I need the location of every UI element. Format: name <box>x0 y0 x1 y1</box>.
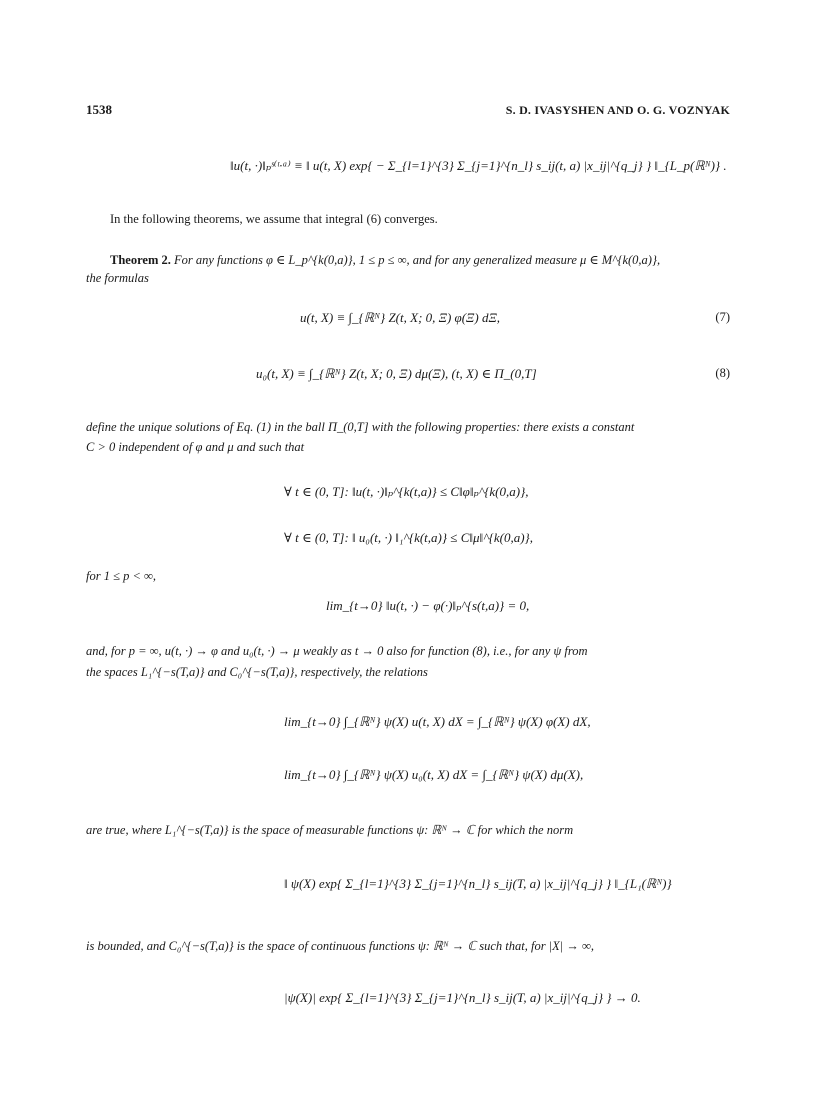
define-solutions-line-1: define the unique solutions of Eq. (1) in the ball Π_(0,T] with the following properties: there exists a constant <box>86 420 635 434</box>
weak-convergence-line-1: and, for p = ∞, u(t, ·) → φ and u₀(t, ·) → μ weakly as t → 0 also for function (8), i.e., for any ψ from <box>86 644 588 658</box>
theorem-body: For any functions φ ∈ L_p^{k(0,a)}, 1 ≤ p ≤ ∞, and for any generalized measure μ ∈ M^{k(0,a)}, <box>174 253 661 267</box>
define-solutions-line-2: C > 0 independent of φ and μ and such that <box>86 440 305 454</box>
limit-equation-2: lim_{t→0} ∫_{ℝᴺ} ψ(X) u(t, X) dX = ∫_{ℝᴺ} ψ(X) φ(X) dX, <box>284 714 591 729</box>
theorem-continuation: the formulas <box>86 271 149 285</box>
inequality-2: ∀ t ∈ (0, T]: ‖ u₀(t, ·) ‖₁^{k(t,a)} ≤ C‖μ‖^{k(0,a)}, <box>284 530 533 545</box>
theorem-label: Theorem 2. <box>110 253 171 267</box>
continuous-space-line: is bounded, and C₀^{−s(T,a)} is the space of continuous functions ψ: ℝᴺ → ℂ such that, for |X| → ∞, <box>86 939 595 953</box>
limit-equation-3: lim_{t→0} ∫_{ℝᴺ} ψ(X) u₀(t, X) dX = ∫_{ℝᴺ} ψ(X) dμ(X), <box>284 767 584 782</box>
page-number: 1538 <box>86 102 112 117</box>
space-definition-line: are true, where L₁^{−s(T,a)} is the space of measurable functions ψ: ℝᴺ → ℂ for which the norm <box>86 823 574 837</box>
inequality-1: ∀ t ∈ (0, T]: ‖u(t, ·)‖ₚ^{k(t,a)} ≤ C‖φ‖ₚ^{k(0,a)}, <box>284 484 529 499</box>
final-limit-expression: |ψ(X)| exp{ Σ_{l=1}^{3} Σ_{j=1}^{n_l} s_ij(T, a) |x_ij|^{q_j} } → 0. <box>284 990 641 1005</box>
equation-8: u₀(t, X) ≡ ∫_{ℝᴺ} Z(t, X; 0, Ξ) dμ(Ξ), (t, X) ∈ Π_(0,T] <box>256 366 537 381</box>
weak-convergence-line-2: the spaces L₁^{−s(T,a)} and C₀^{−s(T,a)}, respectively, the relations <box>86 665 428 679</box>
norm-equation-2: ‖ ψ(X) exp{ Σ_{l=1}^{3} Σ_{j=1}^{n_l} s_ij(T, a) |x_ij|^{q_j} } ‖_{L₁(ℝᴺ)} <box>284 876 672 891</box>
for-p-condition: for 1 ≤ p < ∞, <box>86 569 157 583</box>
limit-equation-1: lim_{t→0} ‖u(t, ·) − φ(·)‖ₚ^{s(t,a)} = 0, <box>326 598 530 613</box>
convergence-assumption: In the following theorems, we assume that integral (6) converges. <box>110 212 438 226</box>
equation-7-number: (7) <box>715 310 730 324</box>
running-header-authors: S. D. IVASYSHEN AND O. G. VOZNYAK <box>505 103 730 117</box>
equation-8-number: (8) <box>715 366 730 380</box>
equation-7: u(t, X) ≡ ∫_{ℝᴺ} Z(t, X; 0, Ξ) φ(Ξ) dΞ, <box>300 310 501 325</box>
norm-definition-equation: ‖u(t, ·)‖ₚˢ⁽ᵗ·ᵃ⁾ ≡ ‖ u(t, X) exp{ − Σ_{l=1}^{3} Σ_{j=1}^{n_l} s_ij(t, a) |x_ij|^{q_j} } ‖_{L_p(ℝᴺ)} . <box>230 158 727 173</box>
theorem-2-statement <box>110 252 660 268</box>
